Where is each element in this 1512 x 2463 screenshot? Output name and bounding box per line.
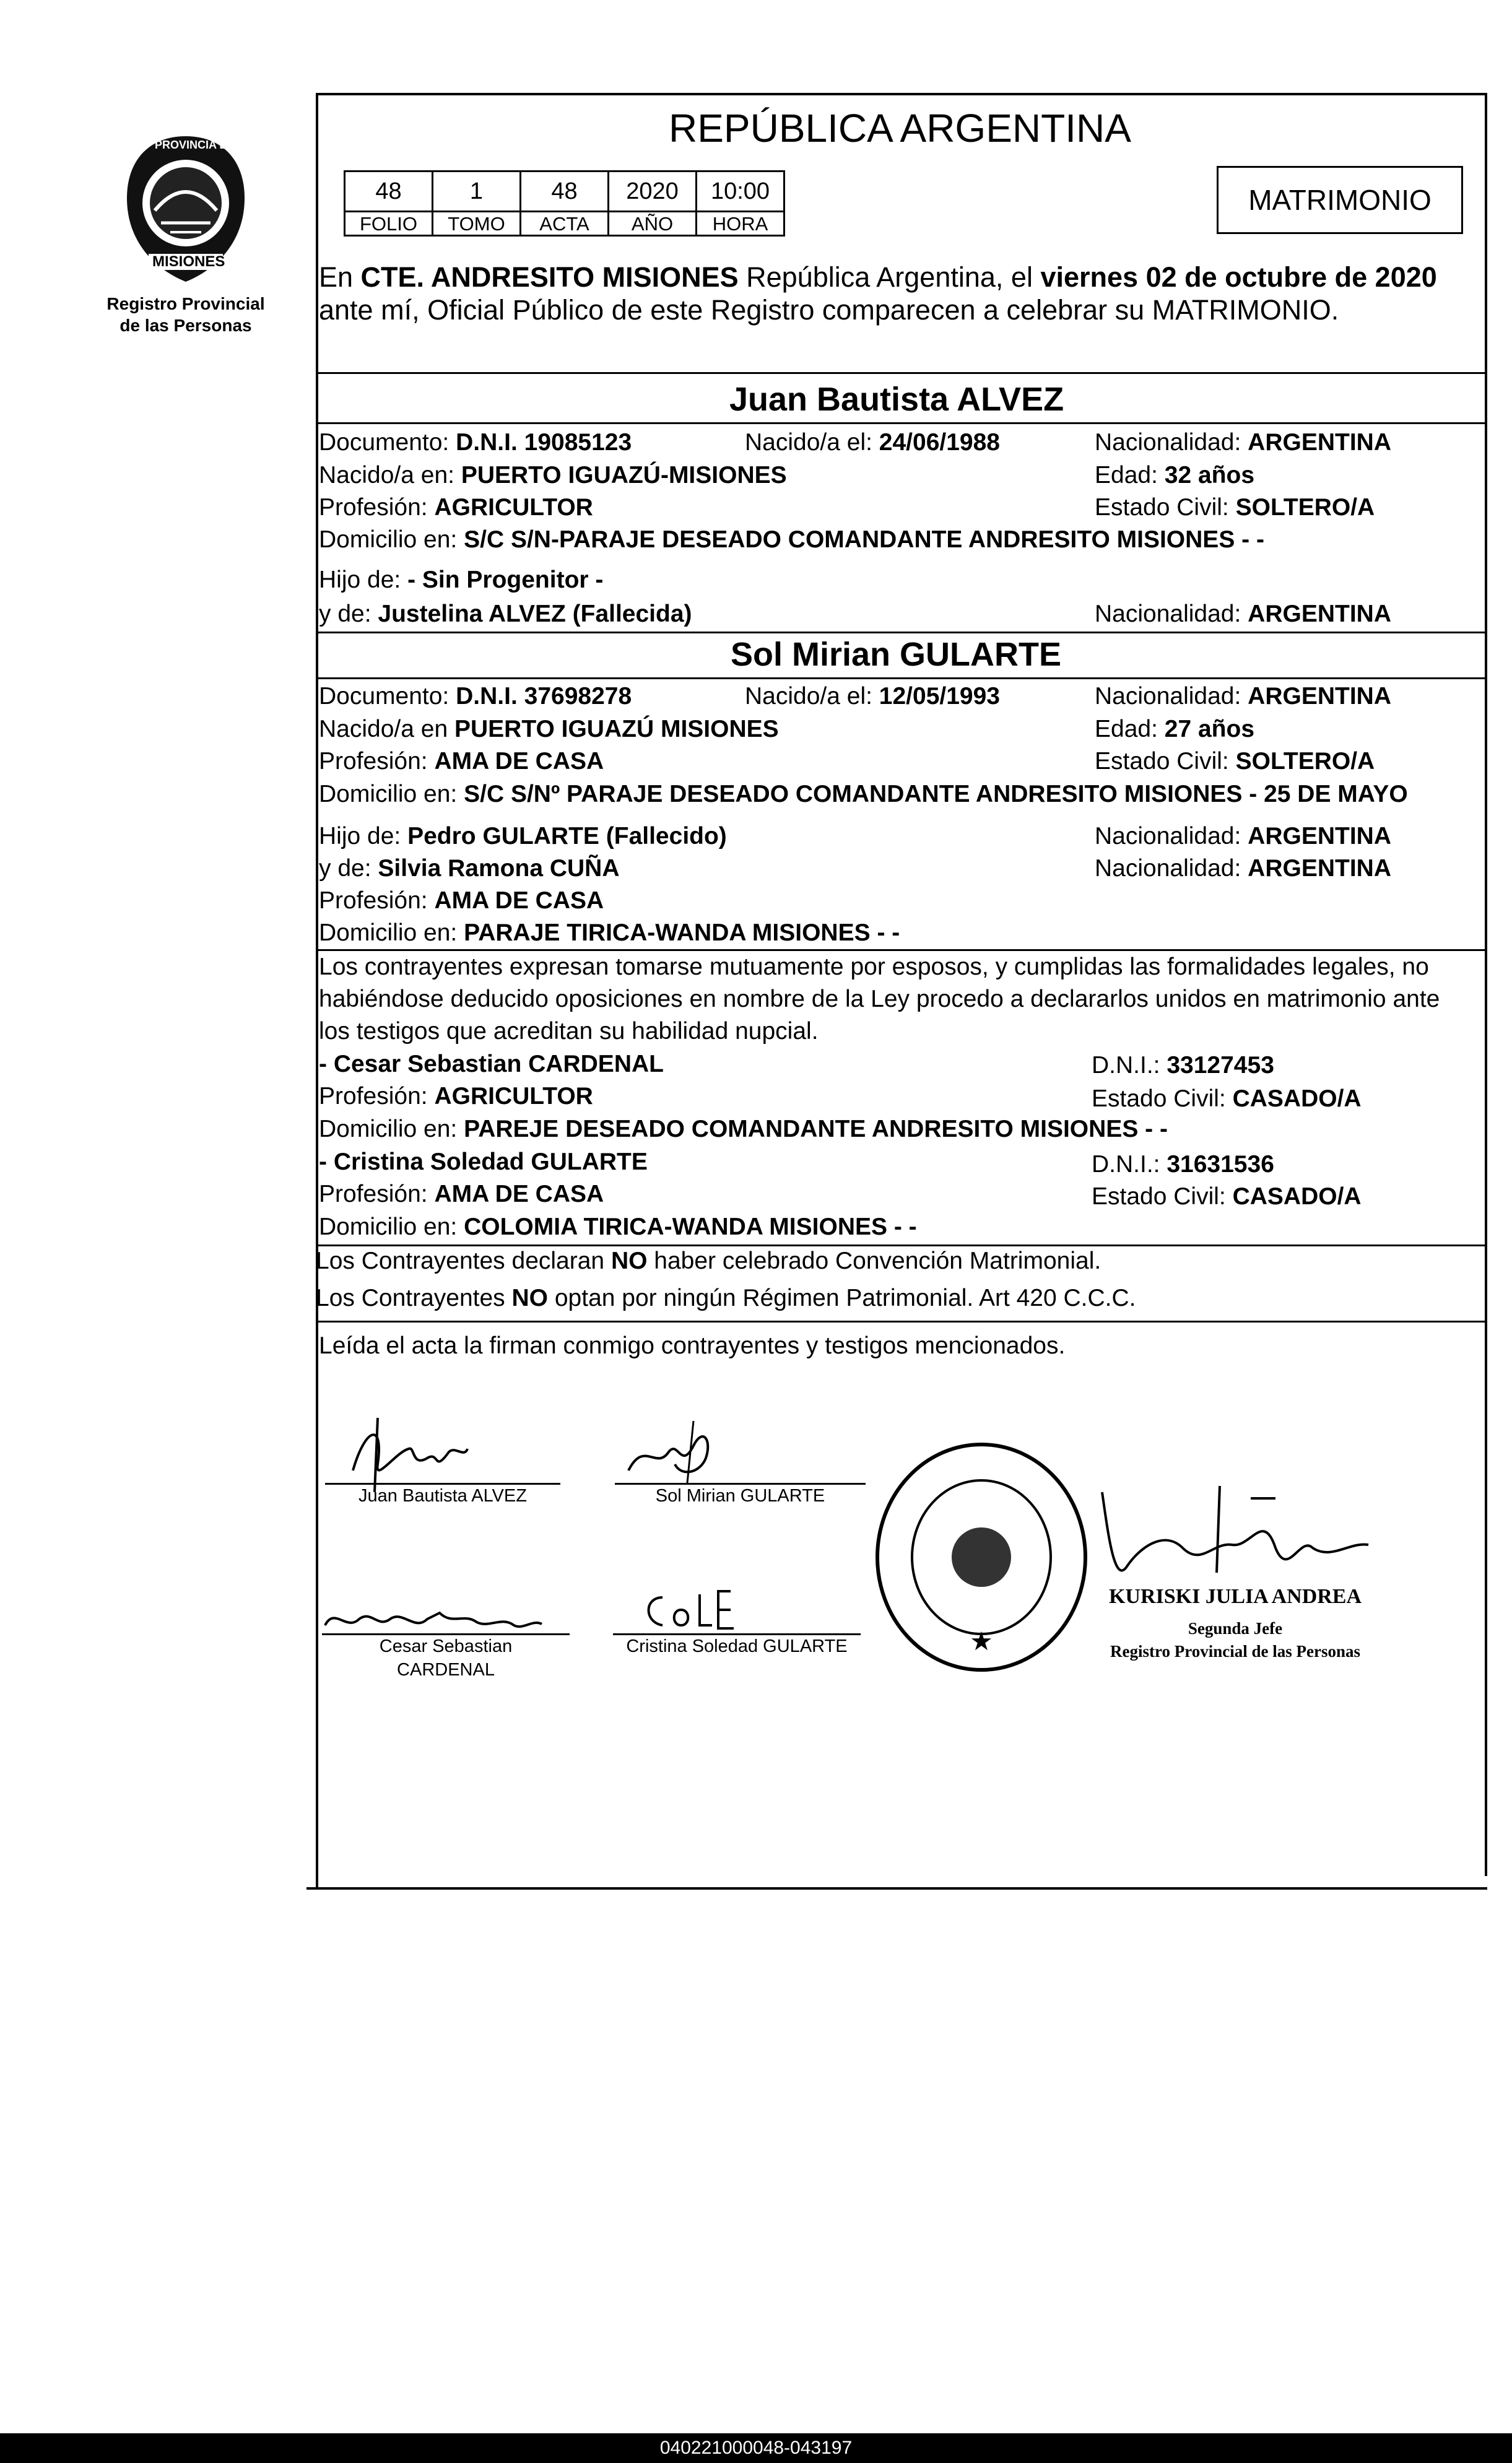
signature-label-2: Sol Mirian GULARTE <box>655 1486 825 1506</box>
spouse1-nat: Nacionalidad: ARGENTINA <box>1095 429 1392 456</box>
divider-7 <box>317 1321 1486 1323</box>
spouse1-age: Edad: 32 años <box>1095 462 1255 489</box>
frame-left <box>316 93 318 1888</box>
witness1-prof: Profesión: AGRICULTOR <box>319 1083 593 1110</box>
spouse1-born-place: Nacido/a en: PUERTO IGUAZÚ-MISIONES <box>319 462 787 489</box>
frame-top <box>316 93 1487 95</box>
divider-4 <box>317 677 1486 679</box>
intro-line-1 <box>319 262 1437 293</box>
signature-3-icon <box>322 1601 545 1638</box>
spouse2-father: Hijo de: Pedro GULARTE (Fallecido) <box>319 823 727 849</box>
official-org: Registro Provincial de las Personas <box>1110 1642 1360 1661</box>
record-type-box: MATRIMONIO <box>1217 166 1463 234</box>
official-name: KURISKI JULIA ANDREA <box>1108 1585 1362 1608</box>
seal-text-bottom: MISIONES <box>152 253 225 270</box>
seal-caption-1: Registro Provincial <box>106 294 265 313</box>
signature-label-3b: CARDENAL <box>397 1660 495 1680</box>
intro-middle: República Argentina, el <box>738 261 1041 293</box>
witness1-name: - Cesar Sebastian CARDENAL <box>319 1051 664 1077</box>
spouse2-mother-dom: Domicilio en: PARAJE TIRICA-WANDA MISIONES - - <box>319 919 900 946</box>
spouse2-mother-nat: Nacionalidad: ARGENTINA <box>1095 855 1392 882</box>
signature-2-icon <box>619 1415 724 1489</box>
regime-line-1: Los Contrayentes declaran NO haber celebrado Convención Matrimonial. <box>316 1248 1101 1274</box>
provincial-seal <box>111 130 260 291</box>
spouse1-born-date: Nacido/a el: 24/06/1988 <box>745 429 1000 456</box>
closing-text: Leída el acta la firman conmigo contrayentes y testigos mencionados. <box>319 1332 1066 1359</box>
signature-label-3a: Cesar Sebastian <box>379 1636 513 1656</box>
official-signature-icon <box>1090 1474 1375 1597</box>
spouse2-age: Edad: 27 años <box>1095 716 1255 742</box>
signature-4-icon <box>638 1585 737 1641</box>
spouse2-father-nat: Nacionalidad: ARGENTINA <box>1095 823 1392 849</box>
document-title: REPÚBLICA ARGENTINA <box>669 106 1131 150</box>
tomo-cell: 1 <box>432 170 521 212</box>
divider-5 <box>317 949 1486 951</box>
divider-6 <box>317 1245 1486 1246</box>
witness2-name: - Cristina Soledad GULARTE <box>319 1149 648 1175</box>
ano-label: AÑO <box>607 211 697 237</box>
spouse1-doc: Documento: D.N.I. 19085123 <box>319 429 632 456</box>
spouse1-prof: Profesión: AGRICULTOR <box>319 494 593 521</box>
witness1-civil: Estado Civil: CASADO/A <box>1092 1085 1362 1112</box>
declaration-line-2: habiéndose deducido oposiciones en nombre de la Ley procedo a declararlos unidos en matrimonio ante <box>319 986 1440 1012</box>
spouse2-born-place: Nacido/a en PUERTO IGUAZÚ MISIONES <box>319 716 779 742</box>
folio-cell: 48 <box>344 170 433 212</box>
signature-label-4: Cristina Soledad GULARTE <box>626 1636 848 1656</box>
divider-2 <box>317 422 1486 424</box>
spouse2-mother-prof: Profesión: AMA DE CASA <box>319 887 604 914</box>
hora-label: HORA <box>695 211 785 237</box>
seal-caption-2: de las Personas <box>119 316 252 335</box>
signature-line-2 <box>615 1483 866 1485</box>
declaration-line-3: los testigos que acreditan su habilidad nupcial. <box>319 1018 819 1045</box>
spouse1-civil: Estado Civil: SOLTERO/A <box>1095 494 1375 521</box>
spouse1-mother-nat: Nacionalidad: ARGENTINA <box>1095 601 1392 627</box>
registry-stamp-icon <box>870 1436 1093 1678</box>
intro-place: CTE. ANDRESITO MISIONES <box>360 261 739 293</box>
document-id-footer: 040221000048-043197 <box>0 2433 1512 2463</box>
intro-date: viernes 02 de octubre de 2020 <box>1040 261 1437 293</box>
spouse2-civil: Estado Civil: SOLTERO/A <box>1095 748 1375 775</box>
seal-text-top: PROVINCIA DE <box>155 139 235 151</box>
witness2-prof: Profesión: AMA DE CASA <box>319 1181 604 1207</box>
witness2-dni: D.N.I.: 31631536 <box>1092 1151 1274 1178</box>
acta-cell: 48 <box>519 170 609 212</box>
spouse2-name: Sol Mirian GULARTE <box>731 636 1062 673</box>
witness1-dni: D.N.I.: 33127453 <box>1092 1052 1274 1079</box>
signature-line-4 <box>613 1633 861 1635</box>
ano-cell: 2020 <box>607 170 697 212</box>
official-title: Segunda Jefe <box>1188 1619 1283 1638</box>
spouse2-dom: Domicilio en: S/C S/Nº PARAJE DESEADO COMANDANTE ANDRESITO MISIONES - 25 DE MAYO <box>319 781 1408 807</box>
divider-1 <box>317 372 1486 374</box>
signature-line-1 <box>325 1483 560 1485</box>
signature-label-1: Juan Bautista ALVEZ <box>358 1486 527 1506</box>
divider-3 <box>317 632 1486 633</box>
frame-bottom <box>306 1887 1487 1890</box>
spouse2-nat: Nacionalidad: ARGENTINA <box>1095 683 1392 710</box>
frame-right <box>1485 93 1487 1876</box>
folio-label: FOLIO <box>344 211 433 237</box>
signature-line-3 <box>322 1633 570 1635</box>
witness1-dom: Domicilio en: PAREJE DESEADO COMANDANTE ANDRESITO MISIONES - - <box>319 1116 1168 1142</box>
spouse2-doc: Documento: D.N.I. 37698278 <box>319 683 632 710</box>
declaration-line-1: Los contrayentes expresan tomarse mutuamente por esposos, y cumplidas las formalidades legales, no <box>319 953 1429 980</box>
spouse1-name: Juan Bautista ALVEZ <box>729 381 1064 418</box>
spouse2-born-date: Nacido/a el: 12/05/1993 <box>745 683 1000 710</box>
spouse1-mother: y de: Justelina ALVEZ (Fallecida) <box>319 601 692 627</box>
acta-label: ACTA <box>519 211 609 237</box>
witness2-civil: Estado Civil: CASADO/A <box>1092 1183 1362 1210</box>
spouse1-father: Hijo de: - Sin Progenitor - <box>319 567 604 593</box>
svg-text:★: ★ <box>970 1626 993 1656</box>
spouse1-dom: Domicilio en: S/C S/N-PARAJE DESEADO COMANDANTE ANDRESITO MISIONES - - <box>319 526 1264 553</box>
regime-line-2: Los Contrayentes NO optan por ningún Régimen Patrimonial. Art 420 C.C.C. <box>316 1285 1136 1311</box>
spouse2-mother: y de: Silvia Ramona CUÑA <box>319 855 620 882</box>
hora-cell: 10:00 <box>695 170 785 212</box>
spouse2-prof: Profesión: AMA DE CASA <box>319 748 604 775</box>
witness2-dom: Domicilio en: COLOMIA TIRICA-WANDA MISIONES - - <box>319 1214 917 1240</box>
intro-line-2: ante mí, Oficial Público de este Registro comparecen a celebrar su MATRIMONIO. <box>319 294 1339 326</box>
tomo-label: TOMO <box>432 211 521 237</box>
intro-prefix: En <box>319 261 361 293</box>
